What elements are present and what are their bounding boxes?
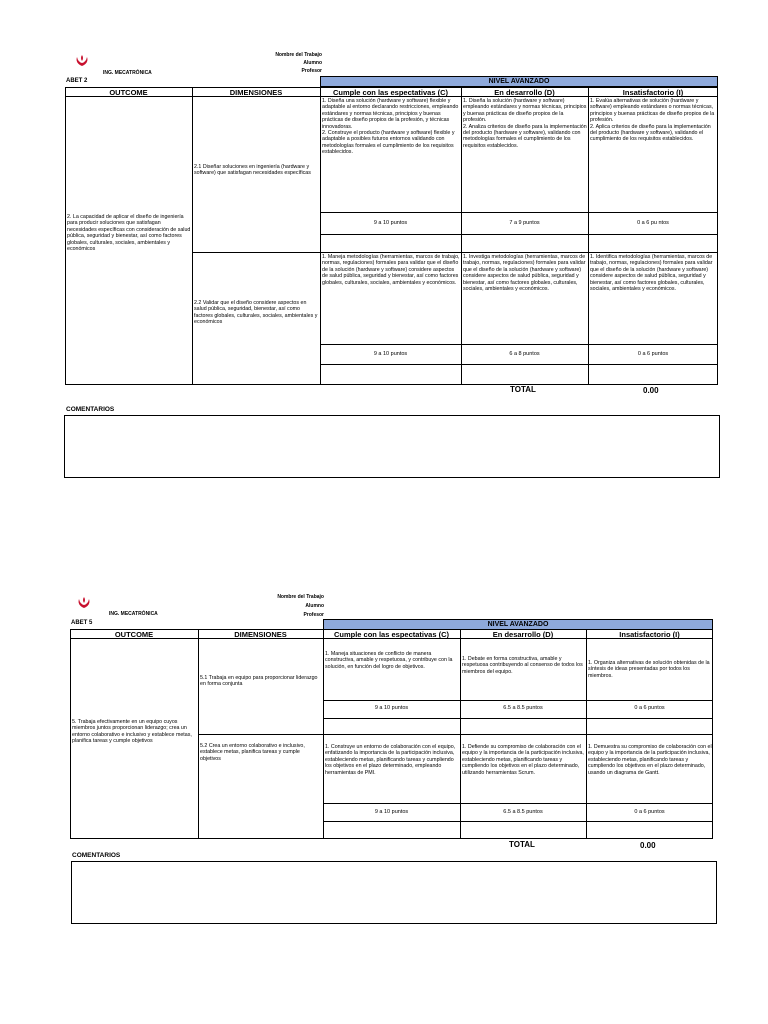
col-insatisfactorio: Insatisfactorio (I)	[622, 88, 684, 97]
score-insatisfactorio: 0 a 6 puntos	[637, 351, 669, 357]
abet-label: ABET 5	[71, 620, 93, 626]
score-cumple: 9 a 10 puntos	[374, 809, 409, 815]
criteria-desarrollo: 1. Diseña la solución (hardware y software) empleando estándares y normas técnicas, principios y buenas prácticas de diseño propios de la profesión. 2. Analiza criterios de diseño para la implementación del producto (hardware y software), validando con metodologías formales el cumplimiento de los requisitos establecidos.	[463, 98, 587, 149]
upc-logo-icon	[76, 596, 92, 610]
col-outcome: OUTCOME	[109, 88, 148, 97]
col-cumple: Cumple con las espectativas (C)	[333, 630, 450, 639]
dimension-label: 5.2 Crea un entorno colaborativo e inclusivo, establece metas, planifica tareas y cumple objetivos	[200, 743, 305, 762]
comentarios-box[interactable]	[71, 861, 717, 924]
criteria-desarrollo: 1. Defiende su compromiso de colaboración con el equipo y la importancia de la participación inclusiva, estableciendo metas, planificando tareas y cumpliendo los objetivos en el plazo determinado, utilizando herramientas Scrum.	[462, 744, 584, 776]
criteria-insatisfactorio: 1. Evalúa alternativas de solución (hardware y software) empleando estándares o normas técnicas, principios y buenas prácticas de diseño propios de la profesión. 2. Aplica criterios de diseño para la implementación del producto (hardware y software), validando el cumplimiento de los requisitos establecidos.	[590, 98, 715, 143]
col-dimensiones: DIMENSIONES	[229, 88, 283, 97]
criteria-desarrollo: 1. Debate en forma constructiva, amable y respetuosa contribuyendo al consenso de todos los miembros del equipo.	[462, 656, 583, 675]
score-cumple: 9 a 10 puntos	[374, 705, 409, 711]
outcome-text: 2. La capacidad de aplicar el diseño de ingeniería para producir soluciones que satisfagan necesidades específicas con consideración de salud pública, seguridad y bienestar, así como factores globales, culturales, sociales, ambientales y económicos	[67, 214, 191, 253]
score-desarrollo: 6.5 a 8.5 puntos	[503, 705, 543, 711]
upc-logo-icon	[74, 54, 90, 68]
criteria-cumple: 1. Construye un entorno de colaboración con el equipo, enfatizando la importancia de la participación inclusiva, estableciendo metas, planificando tareas y cumpliendo los objetivos en el plazo determinado, empleando herramientas de PMI.	[325, 744, 456, 776]
col-insatisfactorio: Insatisfactorio (I)	[619, 630, 680, 639]
school-name: ING. MECATRÓNICA	[109, 611, 158, 617]
header-alumno-label: Alumno	[303, 60, 322, 66]
col-dimensiones: DIMENSIONES	[234, 630, 287, 639]
criteria-insatisfactorio: 1. Identifica metodologías (herramientas, marcos de trabajo, normas, regulaciones) formales para validar que el diseño de la solución (hardware y software) considere aspectos de salud pública, seguridad y bienestar, así como factores globales, culturales, sociales, ambientales y económicos.	[590, 254, 713, 293]
header-profesor-label: Profesor	[303, 612, 324, 618]
comentarios-box[interactable]	[64, 415, 720, 478]
comentarios-label: COMENTARIOS	[72, 852, 121, 859]
total-value: 0.00	[640, 841, 656, 850]
header-trabajo-label: Nombre del Trabajo	[275, 52, 322, 58]
total-label: TOTAL	[510, 385, 536, 394]
dimension-label: 2.2 Validar que el diseño considere aspectos en salud pública, seguridad, bienestar, así como factores globales, culturales, sociales, ambientales y económicos	[194, 300, 318, 326]
criteria-cumple: 1. Diseña una solución (hardware y software) flexible y adaptable al entorno declarando restricciones, empleando estándares y normas técnicas, principios y buenas prácticas de diseño propios de la profesión, y técnicas innovadoras. 2. Construye el producto (hardware y software) flexible y adaptable a posibles futuros entornos validando con metodologías formales el cumplimiento de los requisitos establecidos.	[322, 98, 459, 156]
criteria-desarrollo: 1. Investiga metodologías (herramientas, marcos de trabajo, normas, regulaciones) formales para validar que el diseño de la solución (hardware y software) considere aspectos de salud pública, seguridad y bienestar, así como factores globales, culturales, sociales, ambientales y económicos.	[463, 254, 586, 293]
score-cumple: 9 a 10 puntos	[373, 351, 408, 357]
criteria-cumple: 1. Maneja situaciones de conflicto de manera constructiva, amable y respetuosa, y contribuye con la solución, en función del logro de objetivos.	[325, 651, 453, 670]
col-desarrollo: En desarrollo (D)	[492, 630, 554, 639]
total-label: TOTAL	[509, 840, 535, 849]
school-name: ING. MECATRÓNICA	[103, 70, 152, 76]
score-desarrollo: 7 a 9 puntos	[509, 220, 540, 226]
header-trabajo-label: Nombre del Trabajo	[277, 594, 324, 600]
abet-label: ABET 2	[66, 78, 88, 84]
dimension-label: 5.1 Trabaja en equipo para proporcionar liderazgo en forma conjunta	[200, 675, 318, 688]
score-desarrollo: 6 a 8 puntos	[509, 351, 540, 357]
score-insatisfactorio: 0 a 6 pu ntos	[637, 220, 669, 226]
nivel-header: NIVEL AVANZADO	[320, 76, 718, 87]
outcome-text: 5. Trabaja efectivamente en un equipo cuyos miembros juntos proporcionan liderazgo; crea un entorno colaborativo e inclusivo y establece metas, planifica tareas y cumple objetivos	[72, 719, 192, 745]
col-desarrollo: En desarrollo (D)	[494, 88, 555, 97]
score-insatisfactorio: 0 a 6 puntos	[634, 809, 665, 815]
score-cumple: 9 a 10 puntos	[373, 220, 408, 226]
col-outcome: OUTCOME	[114, 630, 154, 639]
col-cumple: Cumple con las espectativas (C)	[332, 88, 449, 97]
total-value: 0.00	[643, 386, 659, 395]
criteria-insatisfactorio: 1. Demuestra su compromiso de colaboración con el equipo y la importancia de la participación inclusiva, estableciendo metas, planificando tareas y cumpliendo los objetivos en el plazo determinado, usando un diagrama de Gantt.	[588, 744, 712, 776]
score-insatisfactorio: 0 a 6 puntos	[634, 705, 665, 711]
nivel-header: NIVEL AVANZADO	[323, 619, 713, 630]
comentarios-label: COMENTARIOS	[66, 406, 115, 413]
criteria-cumple: 1. Maneja metodologías (herramientas, marcos de trabajo, normas, regulaciones) formales para validar que el diseño de la solución (hardware y software) considere aspectos de salud pública, seguridad y bienestar, así como factores globales, culturales, sociales, ambientales y económicos.	[322, 254, 460, 286]
dimension-label: 2.1 Diseñar soluciones en ingeniería (hardware y software) que satisfagan necesidades específicas	[194, 164, 311, 177]
score-desarrollo: 6.5 a 8.5 puntos	[503, 809, 543, 815]
criteria-insatisfactorio: 1. Organiza alternativas de solución obtenidas de la síntesis de ideas presentadas por todos los miembros.	[588, 660, 710, 679]
header-alumno-label: Alumno	[305, 603, 324, 609]
header-profesor-label: Profesor	[301, 68, 322, 74]
